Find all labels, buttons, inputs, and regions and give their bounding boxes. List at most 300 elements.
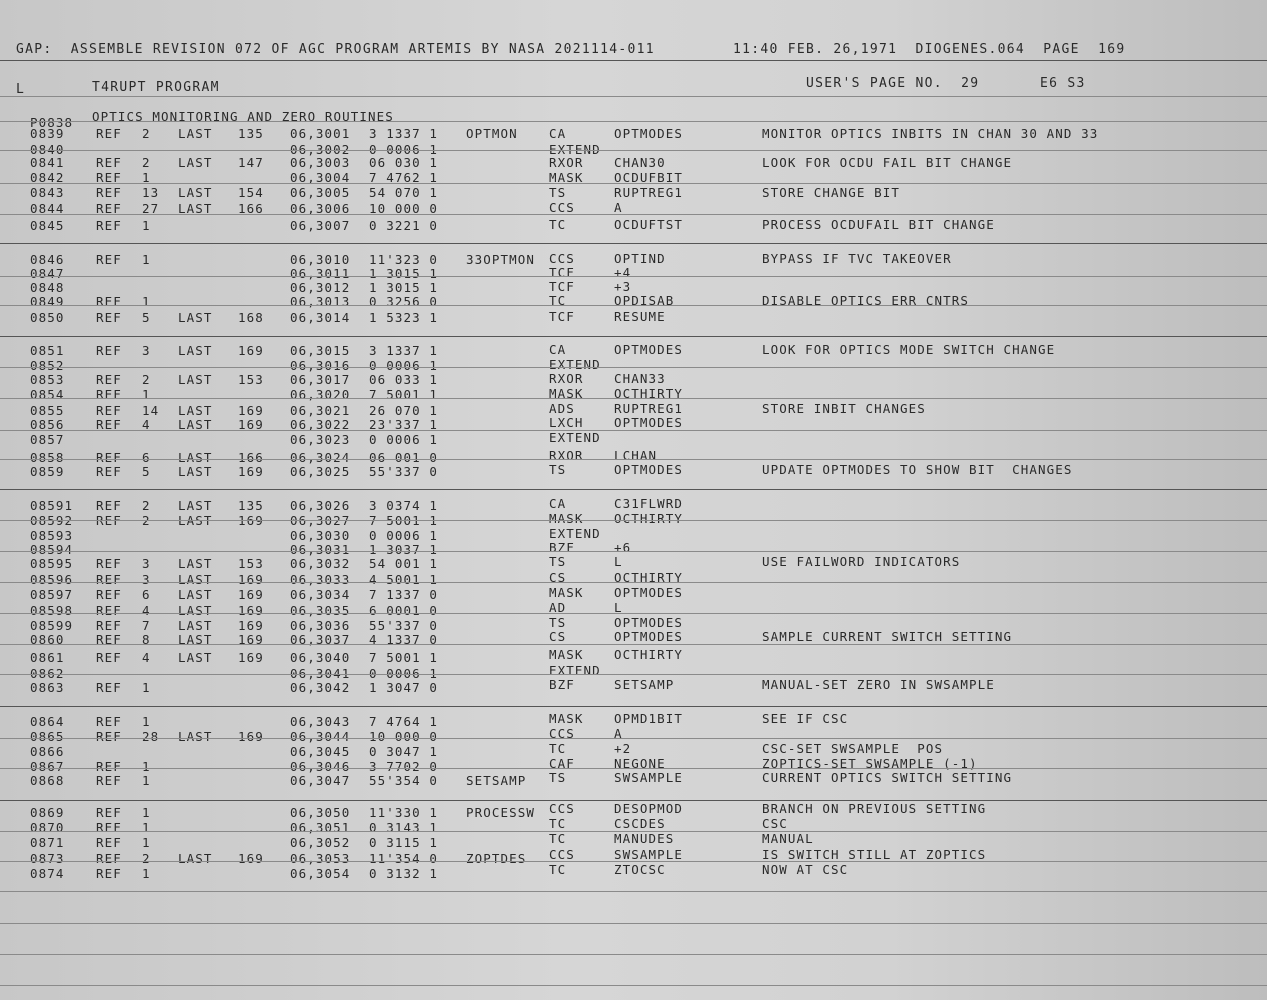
line-number: P0838	[30, 115, 74, 130]
ref-count: 1	[142, 834, 151, 850]
operand: OCDUFTST	[614, 217, 684, 232]
last-keyword: LAST	[178, 617, 213, 633]
assembly-header: GAP: ASSEMBLE REVISION 072 OF AGC PROGRAM ARTEMIS BY NASA 2021114-011	[16, 42, 655, 57]
octal-word: 11'330 1	[369, 804, 439, 820]
address: 06,3013	[290, 293, 351, 309]
rule	[0, 613, 1267, 614]
octal-word: 3 0374 1	[369, 497, 439, 513]
opcode: LXCH	[549, 415, 584, 430]
comment: UPDATE OPTMODES TO SHOW BIT CHANGES	[762, 462, 1073, 477]
opcode: TC	[549, 816, 567, 831]
ref-count: 1	[142, 773, 151, 789]
operand: OPTMODES	[614, 629, 684, 644]
comment: PROCESS OCDUFAIL BIT CHANGE	[762, 217, 995, 232]
symbol-label: 33OPTMON	[466, 251, 536, 267]
rule	[0, 954, 1267, 955]
last-page: 166	[238, 449, 264, 465]
line-number: 0839	[30, 126, 65, 142]
address: 06,3022	[290, 416, 351, 432]
operand: A	[614, 200, 623, 215]
address: 06,3004	[290, 170, 351, 186]
operand: SWSAMPLE	[614, 847, 684, 862]
last-keyword: LAST	[178, 850, 213, 866]
octal-word: 55'337 0	[369, 463, 439, 479]
rule	[0, 985, 1267, 986]
ref-count: 8	[142, 631, 151, 647]
octal-word: 06 030 1	[369, 155, 439, 171]
comment: NOW AT CSC	[762, 862, 849, 877]
octal-word: 55'337 0	[369, 617, 439, 633]
ref-count: 1	[142, 804, 151, 820]
comment: LOOK FOR OPTICS MODE SWITCH CHANGE	[762, 342, 1056, 357]
address: 06,3014	[290, 310, 351, 326]
ref-keyword: REF	[96, 251, 122, 267]
operand: OPTMODES	[614, 462, 684, 477]
ref-keyword: REF	[96, 372, 122, 388]
ref-count: 1	[142, 680, 151, 696]
symbol-label: SETSAMP	[466, 773, 527, 789]
last-keyword: LAST	[178, 602, 213, 618]
comment: STORE INBIT CHANGES	[762, 401, 926, 416]
operand: RESUME	[614, 309, 666, 324]
address: 06,3006	[290, 200, 351, 216]
operand: +6	[614, 540, 632, 555]
operand: +4	[614, 265, 632, 280]
opcode: CS	[549, 629, 567, 644]
rule	[0, 150, 1267, 151]
ref-keyword: REF	[96, 834, 122, 850]
operand: OPTIND	[614, 251, 666, 266]
line-number: 08599	[30, 617, 74, 633]
ref-keyword: REF	[96, 387, 122, 403]
line-number: 0857	[30, 431, 65, 447]
octal-word: 0 0006 1	[369, 665, 439, 681]
address: 06,3036	[290, 617, 351, 633]
opcode: MASK	[549, 170, 584, 185]
opcode: CA	[549, 342, 567, 357]
operand: CHAN33	[614, 371, 666, 386]
operand: L	[614, 600, 623, 615]
ref-count: 1	[142, 714, 151, 730]
octal-word: 10 000 0	[369, 200, 439, 216]
address: 06,3050	[290, 804, 351, 820]
last-page: 169	[238, 850, 264, 866]
ref-keyword: REF	[96, 513, 122, 529]
address: 06,3016	[290, 358, 351, 374]
operand: +2	[614, 741, 632, 756]
last-page: 169	[238, 513, 264, 529]
operand: L	[614, 554, 623, 569]
rule	[0, 367, 1267, 368]
octal-word: 7 5001 1	[369, 387, 439, 403]
ref-keyword: REF	[96, 200, 122, 216]
rule	[0, 831, 1267, 832]
opcode: EXTEND	[549, 526, 601, 541]
last-page: 169	[238, 416, 264, 432]
last-keyword: LAST	[178, 185, 213, 201]
line-number: 08593	[30, 528, 74, 544]
last-keyword: LAST	[178, 572, 213, 588]
ref-keyword: REF	[96, 714, 122, 730]
line-number: 0866	[30, 744, 65, 760]
opcode: TC	[549, 293, 567, 308]
last-page: 169	[238, 572, 264, 588]
line-number: 0864	[30, 714, 65, 730]
operand: OCTHIRTY	[614, 647, 684, 662]
ref-count: 6	[142, 449, 151, 465]
opcode: EXTEND	[549, 357, 601, 372]
rule	[0, 923, 1267, 924]
address: 06,3032	[290, 556, 351, 572]
address: 06,3046	[290, 759, 351, 775]
symbol-label: ZOPTDES	[466, 850, 527, 866]
octal-word: 23'337 1	[369, 416, 439, 432]
last-page: 154	[238, 185, 264, 201]
sheet-code: E6 S3	[1040, 76, 1086, 91]
comment: MANUAL-SET ZERO IN SWSAMPLE	[762, 677, 995, 692]
opcode: CCS	[549, 200, 575, 215]
ref-keyword: REF	[96, 449, 122, 465]
operand: LCHAN	[614, 448, 658, 463]
line-number: 0870	[30, 819, 65, 835]
line-number: 0847	[30, 265, 65, 281]
opcode: CCS	[549, 726, 575, 741]
last-keyword: LAST	[178, 556, 213, 572]
opcode: CAF	[549, 756, 575, 771]
ref-count: 2	[142, 497, 151, 513]
last-page: 169	[238, 617, 264, 633]
address: 06,3040	[290, 649, 351, 665]
address: 06,3017	[290, 372, 351, 388]
comment: MONITOR OPTICS INBITS IN CHAN 30 AND 33	[762, 126, 1099, 141]
log-letter: L	[16, 82, 26, 97]
opcode: BZF	[549, 540, 575, 555]
octal-word: 1 3037 1	[369, 542, 439, 558]
opcode: CCS	[549, 801, 575, 816]
line-number: 0842	[30, 170, 65, 186]
line-number: 0849	[30, 293, 65, 309]
address: 06,3053	[290, 850, 351, 866]
line-number: 08598	[30, 602, 74, 618]
address: 06,3044	[290, 729, 351, 745]
address: 06,3037	[290, 631, 351, 647]
octal-word: 0 3115 1	[369, 834, 439, 850]
address: 06,3035	[290, 602, 351, 618]
ref-count: 27	[142, 200, 160, 216]
last-page: 169	[238, 729, 264, 745]
line-number: 08597	[30, 587, 74, 603]
last-page: 135	[238, 497, 264, 513]
operand: OPMD1BIT	[614, 711, 684, 726]
address: 06,3015	[290, 343, 351, 359]
opcode: MASK	[549, 511, 584, 526]
comment: CURRENT OPTICS SWITCH SETTING	[762, 770, 1013, 785]
comment: DISABLE OPTICS ERR CNTRS	[762, 293, 970, 308]
rule	[0, 183, 1267, 184]
line-number: 0862	[30, 665, 65, 681]
opcode: TS	[549, 615, 567, 630]
last-keyword: LAST	[178, 343, 213, 359]
line-number: 08592	[30, 513, 74, 529]
opcode: TS	[549, 554, 567, 569]
octal-word: 0 3143 1	[369, 819, 439, 835]
ref-keyword: REF	[96, 865, 122, 881]
operand: CHAN30	[614, 155, 666, 170]
ref-count: 3	[142, 556, 151, 572]
header-rule	[0, 60, 1267, 61]
opcode: RXOR	[549, 448, 584, 463]
last-page: 169	[238, 587, 264, 603]
address: 06,3005	[290, 185, 351, 201]
operand: C31FLWRD	[614, 496, 684, 511]
last-page: 169	[238, 402, 264, 418]
ref-count: 1	[142, 387, 151, 403]
line-number: 0840	[30, 142, 65, 158]
rule	[0, 861, 1267, 862]
octal-word: 06 033 1	[369, 372, 439, 388]
operand: OCTHIRTY	[614, 570, 684, 585]
address: 06,3020	[290, 387, 351, 403]
octal-word: 1 3015 1	[369, 279, 439, 295]
address: 06,3001	[290, 126, 351, 142]
opcode: BZF	[549, 677, 575, 692]
operand: NEGONE	[614, 756, 666, 771]
line-number: 0858	[30, 449, 65, 465]
line-number: 0841	[30, 155, 65, 171]
operand: OCTHIRTY	[614, 511, 684, 526]
operand: A	[614, 726, 623, 741]
symbol-label: PROCESSW	[466, 804, 536, 820]
ref-keyword: REF	[96, 680, 122, 696]
operand: OPTMODES	[614, 585, 684, 600]
opcode: TCF	[549, 265, 575, 280]
rule	[0, 398, 1267, 399]
opcode: TS	[549, 185, 567, 200]
line-number: 0852	[30, 358, 65, 374]
comment: ZOPTICS-SET SWSAMPLE (-1)	[762, 756, 978, 771]
last-keyword: LAST	[178, 497, 213, 513]
octal-word: 1 5323 1	[369, 310, 439, 326]
line-number: 0846	[30, 251, 65, 267]
line-number: 08595	[30, 556, 74, 572]
opcode: EXTEND	[549, 430, 601, 445]
last-keyword: LAST	[178, 126, 213, 142]
rule	[0, 674, 1267, 675]
ref-keyword: REF	[96, 572, 122, 588]
ref-count: 1	[142, 819, 151, 835]
ref-keyword: REF	[96, 185, 122, 201]
rule	[0, 891, 1267, 892]
address: 06,3012	[290, 279, 351, 295]
last-keyword: LAST	[178, 631, 213, 647]
ref-count: 1	[142, 217, 151, 233]
comment: SAMPLE CURRENT SWITCH SETTING	[762, 629, 1013, 644]
last-page: 135	[238, 126, 264, 142]
comment: STORE CHANGE BIT	[762, 185, 901, 200]
ref-count: 1	[142, 759, 151, 775]
address: 06,3052	[290, 834, 351, 850]
octal-word: 10 000 0	[369, 729, 439, 745]
operand: OPTMODES	[614, 126, 684, 141]
octal-word: 6 0001 0	[369, 602, 439, 618]
opcode: CS	[549, 570, 567, 585]
opcode: MASK	[549, 386, 584, 401]
ref-keyword: REF	[96, 773, 122, 789]
last-keyword: LAST	[178, 155, 213, 171]
address: 06,3024	[290, 449, 351, 465]
ref-count: 6	[142, 587, 151, 603]
line-number: 0865	[30, 729, 65, 745]
octal-word: 7 1337 0	[369, 587, 439, 603]
octal-word: 11'323 0	[369, 251, 439, 267]
address: 06,3045	[290, 744, 351, 760]
ref-count: 2	[142, 155, 151, 171]
address: 06,3043	[290, 714, 351, 730]
operand: ZTOCSC	[614, 862, 666, 877]
group-rule	[0, 800, 1267, 801]
address: 06,3003	[290, 155, 351, 171]
line-number: 0874	[30, 865, 65, 881]
rule	[0, 582, 1267, 583]
octal-word: 54 070 1	[369, 185, 439, 201]
address: 06,3002	[290, 142, 351, 158]
rule	[0, 738, 1267, 739]
opcode: TC	[549, 217, 567, 232]
octal-word: 0 0006 1	[369, 142, 439, 158]
last-page: 168	[238, 310, 264, 326]
opcode: TCF	[549, 309, 575, 324]
time-and-page: 11:40 FEB. 26,1971 DIOGENES.064 PAGE 169	[733, 42, 1126, 57]
operand: OPDISAB	[614, 293, 675, 308]
octal-word: 0 0006 1	[369, 431, 439, 447]
ref-keyword: REF	[96, 155, 122, 171]
octal-word: 3 1337 1	[369, 343, 439, 359]
ref-keyword: REF	[96, 587, 122, 603]
octal-word: 0 3047 1	[369, 744, 439, 760]
ref-count: 1	[142, 865, 151, 881]
octal-word: 0 3132 1	[369, 865, 439, 881]
ref-keyword: REF	[96, 497, 122, 513]
address: 06,3051	[290, 819, 351, 835]
last-keyword: LAST	[178, 587, 213, 603]
subheader-rule	[0, 96, 1267, 97]
program-name: T4RUPT PROGRAM	[92, 80, 220, 95]
address: 06,3007	[290, 217, 351, 233]
group-rule	[0, 706, 1267, 707]
last-page: 153	[238, 372, 264, 388]
octal-word: 06 001 0	[369, 449, 439, 465]
symbol-label: OPTMON	[466, 126, 518, 142]
ref-keyword: REF	[96, 217, 122, 233]
opcode: CA	[549, 126, 567, 141]
opcode: AD	[549, 600, 567, 615]
opcode: TCF	[549, 279, 575, 294]
octal-word: 1 3015 1	[369, 265, 439, 281]
ref-keyword: REF	[96, 617, 122, 633]
address: 06,3021	[290, 402, 351, 418]
line-number: 0855	[30, 402, 65, 418]
ref-count: 28	[142, 729, 160, 745]
address: 06,3031	[290, 542, 351, 558]
group-rule	[0, 489, 1267, 490]
operand: OCDUFBIT	[614, 170, 684, 185]
comment: SEE IF CSC	[762, 711, 849, 726]
comment: CSC	[762, 816, 788, 831]
comment: USE FAILWORD INDICATORS	[762, 554, 961, 569]
operand: OPTMODES	[614, 615, 684, 630]
users-page-number: USER'S PAGE NO. 29	[806, 76, 980, 91]
opcode: EXTEND	[549, 663, 601, 678]
last-keyword: LAST	[178, 729, 213, 745]
line-number: 0856	[30, 416, 65, 432]
ref-keyword: REF	[96, 310, 122, 326]
ref-keyword: REF	[96, 804, 122, 820]
operand: CSCDES	[614, 816, 666, 831]
last-page: 169	[238, 602, 264, 618]
octal-word: 4 1337 0	[369, 631, 439, 647]
address: 06,3041	[290, 665, 351, 681]
comment: LOOK FOR OCDU FAIL BIT CHANGE	[762, 155, 1013, 170]
line-number: 0861	[30, 649, 65, 665]
section-title: OPTICS MONITORING AND ZERO ROUTINES	[92, 109, 394, 124]
octal-word: 7 5001 1	[369, 513, 439, 529]
ref-count: 7	[142, 617, 151, 633]
line-number: 0853	[30, 372, 65, 388]
address: 06,3026	[290, 497, 351, 513]
ref-count: 1	[142, 293, 151, 309]
operand: OPTMODES	[614, 342, 684, 357]
address: 06,3033	[290, 572, 351, 588]
opcode: TS	[549, 462, 567, 477]
address: 06,3047	[290, 773, 351, 789]
octal-word: 11'354 0	[369, 850, 439, 866]
last-page: 169	[238, 649, 264, 665]
rule	[0, 768, 1267, 769]
address: 06,3010	[290, 251, 351, 267]
opcode: RXOR	[549, 155, 584, 170]
opcode: TC	[549, 831, 567, 846]
ref-keyword: REF	[96, 463, 122, 479]
last-keyword: LAST	[178, 649, 213, 665]
ref-keyword: REF	[96, 649, 122, 665]
comment: CSC-SET SWSAMPLE POS	[762, 741, 944, 756]
last-page: 147	[238, 155, 264, 171]
rule	[0, 121, 1267, 122]
operand: DESOPMOD	[614, 801, 684, 816]
line-number: 08591	[30, 497, 74, 513]
operand: RUPTREG1	[614, 185, 684, 200]
line-number: 08596	[30, 572, 74, 588]
last-page: 166	[238, 200, 264, 216]
ref-count: 4	[142, 602, 151, 618]
address: 06,3023	[290, 431, 351, 447]
comment: IS SWITCH STILL AT ZOPTICS	[762, 847, 987, 862]
address: 06,3027	[290, 513, 351, 529]
ref-count: 1	[142, 251, 151, 267]
rule	[0, 459, 1267, 460]
comment: MANUAL	[762, 831, 814, 846]
opcode: CCS	[549, 251, 575, 266]
last-keyword: LAST	[178, 449, 213, 465]
ref-count: 4	[142, 416, 151, 432]
last-page: 169	[238, 463, 264, 479]
line-number: 0863	[30, 680, 65, 696]
octal-word: 0 0006 1	[369, 528, 439, 544]
operand: OCTHIRTY	[614, 386, 684, 401]
octal-word: 1 3047 0	[369, 680, 439, 696]
address: 06,3054	[290, 865, 351, 881]
address: 06,3034	[290, 587, 351, 603]
